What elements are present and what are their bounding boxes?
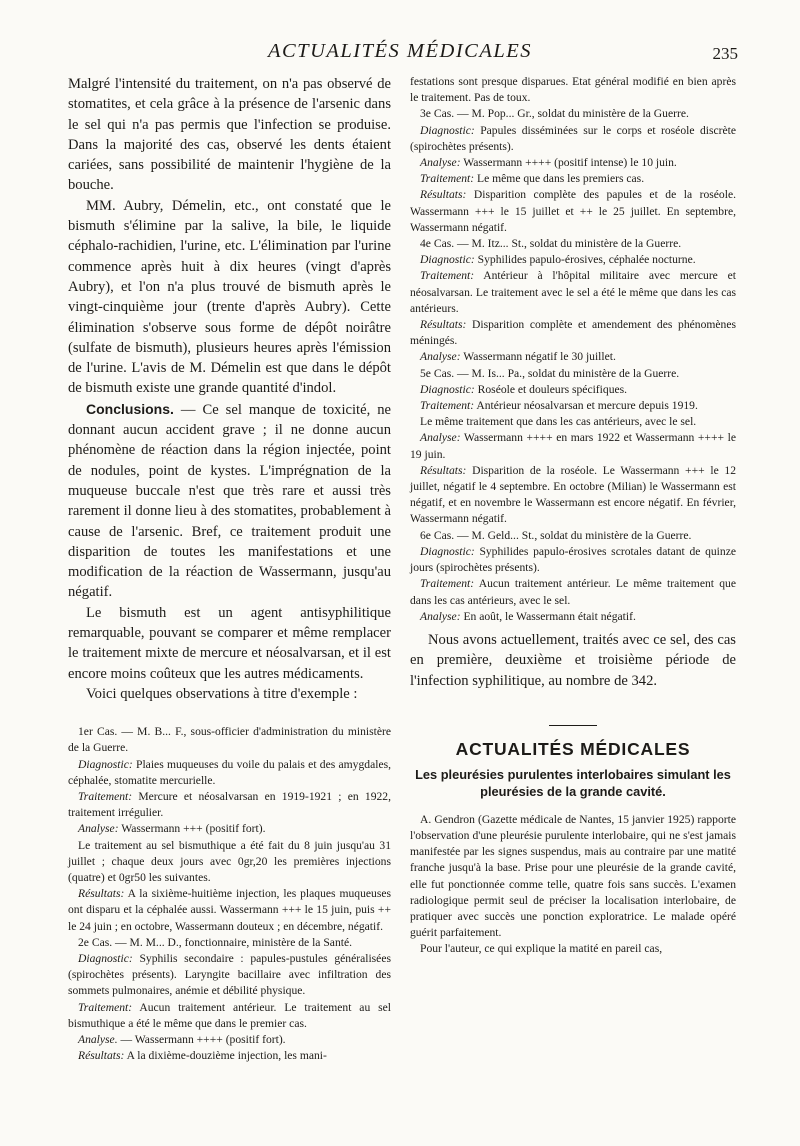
case2-resultats: Résultats: A la dixième-douzième injection, les mani- [78, 1049, 327, 1063]
case4-diagnostic: Diagnostic: Syphilides papulo-érosives, céphalée nocturne. [420, 253, 696, 267]
case1-resultats: Résultats: A la sixième-huitième injection, les plaques muqueuses ont disparu et la céphalée aussi. Wassermann +++ le 15 juin, puis ++ le 24 juin ; en octobre, Wassermann douteux ; en décembre, négatif. [68, 887, 391, 933]
case4-resultats: Résultats: Disparition complète et amendement des phénomènes méningés. [410, 318, 736, 348]
case5-title: 5e Cas. — M. Is... Pa., soldat du ministère de la Guerre. [420, 366, 680, 380]
case6-diagnostic: Diagnostic: Syphilides papulo-érosives scrotales datant de quinze jours (spirochètes présents). [410, 544, 736, 575]
case1-analyse: Analyse: Wassermann +++ (positif fort). [78, 822, 266, 836]
paragraph-elimination: MM. Aubry, Démelin, etc., ont constaté que le bismuth s'élimine par la salive, la bile, le liquide céphalo-rachidien, l'urine, etc. L'élimination par l'urine commence après huit à dix heures (vingt d'après Aubry), et l'on n'a plus trouvé de bismuth après le vingt-cinquième jour (trente d'après Aubry). Cette élimination s'observe sous forme de dépôt noirâtre (sulfate de bismuth), plusieurs heures après l'émission de l'urine. L'avis de M. Démelin est que dans le dépôt de bismuth existe une grande quantité d'indol. [68, 197, 391, 397]
case4-analyse: Analyse: Wassermann négatif le 30 juillet. [420, 350, 616, 364]
case3-resultats: Résultats: Disparition complète des papules et de la roséole. Wassermann +++ le 15 juillet et ++ le 25 juillet. En septembre, Wassermann négatif. [410, 188, 736, 234]
case1-title: 1er Cas. — M. B... F., sous-officier d'administration du ministère de la Guerre. [68, 725, 391, 755]
case2-traitement: Traitement: Aucun traitement antérieur. Le traitement au sel bismuthique a été le même que dans le premier cas. [68, 1000, 391, 1030]
paragraph-stomatites: Malgré l'intensité du traitement, on n'a pas observé de stomatites, et cela grâce à la présence de l'arsenic dans le sel qui n'a pas permis que l'infection se produise. Dans la majorité des cas, observé les dents étaient cariées, sans possibilité de maintenir l'hygiène de la bouche. [68, 76, 391, 194]
running-title: ACTUALITÉS MÉDICALES [267, 40, 533, 62]
section-divider [549, 725, 597, 726]
right-column [410, 74, 736, 958]
case5-analyse: Analyse: Wassermann ++++ en mars 1922 et Wassermann ++++ le 19 juin. [410, 431, 736, 461]
case4-traitement: Traitement: Antérieur à l'hôpital militaire avec mercure et néosalvarsan. Le traitement avec le sel a été le même que dans les cas antérieurs. [410, 269, 736, 315]
case5-diagnostic: Diagnostic: Roséole et douleurs spécifiques. [420, 382, 628, 396]
case2-diagnostic: Diagnostic: Syphilis secondaire : papules-pustules généralisées (spirochètes présents). Laryngite bacillaire avec infiltration des sommets pulmonaires, anémie et débilité physique. [68, 952, 391, 998]
page-number: 235 [712, 44, 738, 63]
article-paragraph-1: A. Gendron (Gazette médicale de Nantes, 15 janvier 1925) rapporte l'observation d'une pleurésie purulente interlobaire, qui ne s'est jamais manifestée par les signes suspendus, mais au contraire par une matité franche jusqu'à la base. Prise pour une pleurésie de la grande cavité, elle fut ponctionnée comme telle, quatre fois sans succès. L'examen radiologique permit seul de préciser la localisation interlobaire, de pratiquer avec succès une ponction exploratrice. Le malade opéré guérit parfaitement. [410, 812, 736, 940]
paragraph-intro-observations: Voici quelques observations à titre d'exemple : [86, 685, 358, 702]
case4-title: 4e Cas. — M. Itz... St., soldat du ministère de la Guerre. [420, 237, 682, 251]
case3-traitement: Traitement: Le même que dans les premiers cas. [420, 172, 645, 186]
case3-diagnostic: Diagnostic: Papules disséminées sur le corps et roséole discrète (spirochètes présents). [410, 123, 736, 153]
conclusions-text: — Ce sel manque de toxicité, ne donnant aucun accident grave ; il ne donne aucun phénomène de réaction dans la région injectée, point de nodules, point de kystes. L'imprégnation de la muqueuse buccale n'est que très rare et aussi très rarement il donne lieu à des stomatites, probablement à cause de l'arsenic. Bref, ce traitement produit une disparition de toutes les manifestations et une modification de la réaction de Wassermann, jusqu'au négatif. [68, 401, 391, 601]
section-title: ACTUALITÉS MÉDICALES [455, 738, 691, 759]
paragraph-bismuth: Le bismuth est un agent antisyphilitique remarquable, pouvant se comparer et même remplacer le traitement mixte de mercure et néosalvarsan, et il est encore moins coûteux que les autres médicaments. [68, 604, 391, 682]
left-column [68, 74, 391, 1064]
case6-analyse: Analyse: En août, le Wassermann était négatif. [420, 609, 636, 623]
case5-resultats: Résultats: Disparition de la roséole. Le Wassermann +++ le 12 juillet, négatif le 4 septembre. En octobre (Milian) le Wassermann est négatif, et en novembre le Wassermann est encore négatif. En février, Wassermann négatif. [410, 463, 736, 526]
closing-paragraph: Nous avons actuellement, traités avec ce sel, des cas en première, deuxième et troisième période de l'infection syphilitique, au nombre de 342. [410, 631, 736, 689]
case6-title: 6e Cas. — M. Geld... St., soldat du ministère de la Guerre. [420, 528, 692, 542]
case2-analyse: Analyse. — Wassermann ++++ (positif fort). [78, 1033, 286, 1047]
case6-traitement: Traitement: Aucun traitement antérieur. Le même traitement que dans les cas antérieurs, avec le sel. [410, 577, 736, 607]
case1-diagnostic: Diagnostic: Plaies muqueuses du voile du palais et des amygdales, céphalée, stomatite mercurielle. [68, 757, 391, 787]
case1-traitement: Traitement: Mercure et néosalvarsan en 1919-1921 ; en 1922, traitement irrégulier. [68, 790, 391, 820]
case2-continuation: festations sont presque disparues. Etat général modifié en bien après le traitement. Pas de toux. [410, 75, 736, 105]
case3-title: 3e Cas. — M. Pop... Gr., soldat du ministère de la Guerre. [420, 107, 689, 121]
page-header [0, 40, 800, 70]
conclusions-label: Conclusions. [86, 400, 174, 417]
case5-body: Le même traitement que dans les cas antérieurs, avec le sel. [420, 415, 697, 429]
case5-traitement: Traitement: Antérieur néosalvarsan et mercure depuis 1919. [420, 399, 698, 413]
article-paragraph-2: Pour l'auteur, ce qui explique la matité en pareil cas, [420, 942, 663, 956]
case2-title: 2e Cas. — M. M... D., fonctionnaire, ministère de la Santé. [78, 935, 353, 949]
article-title: Les pleurésies purulentes interlobaires simulant les pleurésies de la grande cavité. [415, 766, 731, 799]
case1-body: Le traitement au sel bismuthique a été fait du 8 juin jusqu'au 31 juillet ; chaque deux jours avec 0gr,20 les premières injections (quatre) et 0gr50 les suivantes. [68, 838, 391, 885]
case3-analyse: Analyse: Wassermann ++++ (positif intense) le 10 juin. [420, 156, 677, 170]
paragraph-conclusions [68, 399, 391, 603]
